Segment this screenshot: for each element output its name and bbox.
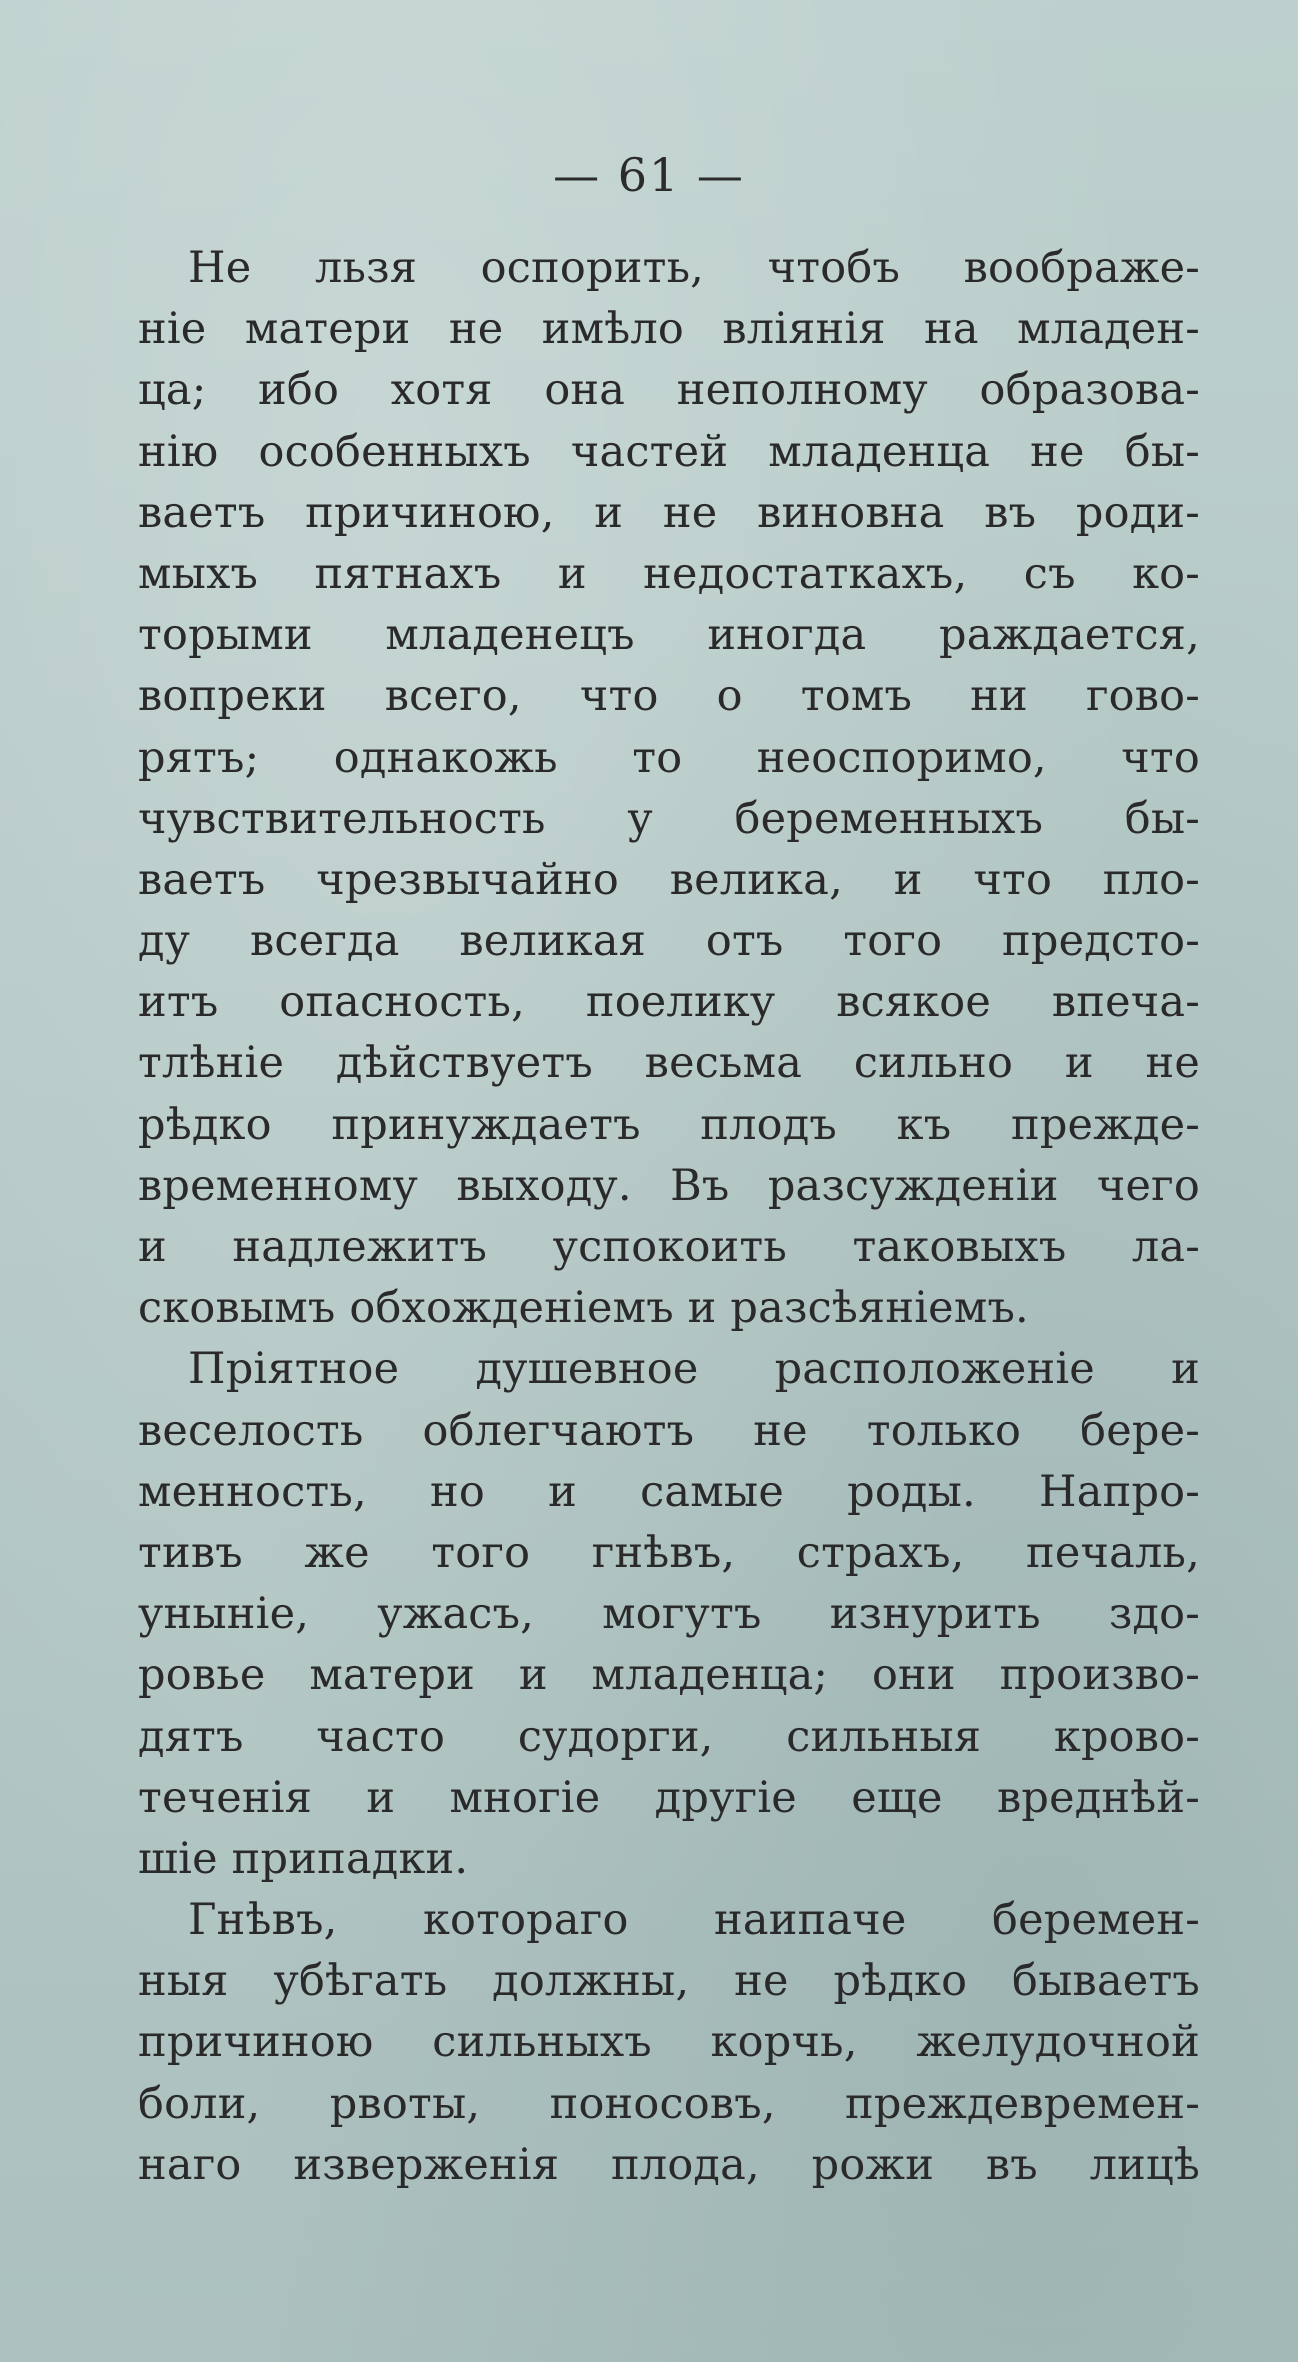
text-line: Не льзя оспорить, чтобъ воображе- xyxy=(188,243,1200,293)
text-line: ныя убѣгать должны, не рѣдко бываетъ xyxy=(138,1956,1200,2007)
text-line: боли, рвоты, поносовъ, преждевремен- xyxy=(138,2078,1200,2129)
text-line: ца; ибо хотя она неполному образова- xyxy=(138,365,1200,416)
text-line: ваетъ причиною, и не виновна въ роди- xyxy=(138,487,1200,538)
text-line: рятъ; однакожь то неоспоримо, что xyxy=(138,732,1200,783)
text-line: уныніе, ужасъ, могутъ изнурить здо- xyxy=(138,1589,1200,1640)
text-line: тлѣніе дѣйствуетъ весьма сильно и не xyxy=(138,1038,1200,1089)
text-line: вопреки всего, что о томъ ни гово- xyxy=(138,671,1200,722)
text-line: рѣдко принуждаетъ плодъ къ прежде- xyxy=(138,1099,1200,1150)
text-line: причиною сильныхъ корчь, желудочной xyxy=(138,2017,1200,2068)
text-line: и надлежитъ успокоить таковыхъ ла- xyxy=(138,1222,1200,1272)
body-text xyxy=(138,238,1200,2196)
text-line: тивъ же того гнѣвъ, страхъ, печаль, xyxy=(138,1527,1200,1578)
text-line: ду всегда великая отъ того предсто- xyxy=(138,916,1200,967)
text-line: ровье матери и младенца; они произво- xyxy=(138,1650,1200,1701)
text-line: нію особенныхъ частей младенца не бы- xyxy=(138,426,1200,477)
text-line: временному выходу. Въ разсужденіи чего xyxy=(138,1160,1200,1211)
text-line: итъ опасность, поелику всякое впеча- xyxy=(138,977,1200,1028)
text-line: наго изверженія плода, рожи въ лицѣ xyxy=(138,2139,1200,2190)
text-line: веселость облегчаютъ не только бере- xyxy=(138,1405,1200,1456)
text-line: дятъ часто судорги, сильныя крово- xyxy=(138,1711,1200,1762)
text-line: мыхъ пятнахъ и недостаткахъ, съ ко- xyxy=(138,548,1200,599)
text-line: шіе припадки. xyxy=(138,1833,469,1884)
text-line: чувствительность у беременныхъ бы- xyxy=(138,793,1200,844)
page-number: — 61 — xyxy=(553,148,745,202)
text-line: Пріятное душевное расположеніе и xyxy=(188,1344,1200,1395)
text-line: сковымъ обхожденіемъ и разсѣяніемъ. xyxy=(138,1283,1029,1334)
text-line: менность, но и самые роды. Напро- xyxy=(138,1466,1200,1517)
text-line: теченія и многіе другіе еще вреднѣй- xyxy=(138,1772,1200,1823)
text-line: ніе матери не имѣло вліянія на младен- xyxy=(138,304,1200,355)
text-line: торыми младенецъ иногда раждается, xyxy=(138,610,1200,661)
text-line: Гнѣвъ, котораго наипаче беремен- xyxy=(188,1895,1200,1946)
text-line: ваетъ чрезвычайно велика, и что пло- xyxy=(138,854,1200,905)
